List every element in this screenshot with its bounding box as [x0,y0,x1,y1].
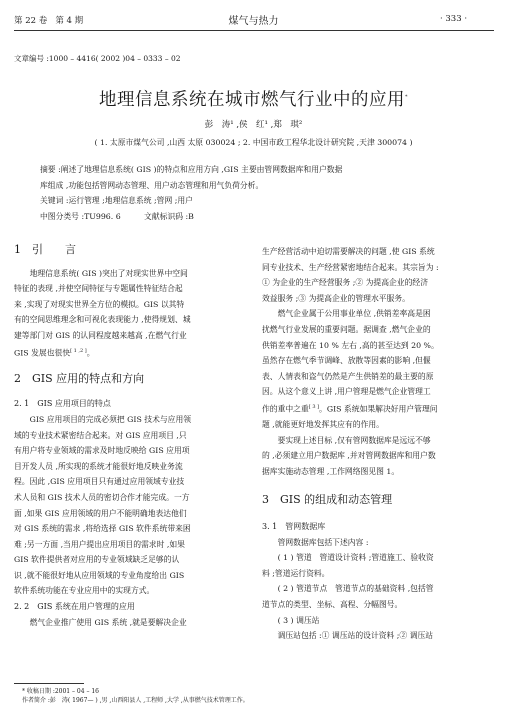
keywords: 关键词 :运行管理 ;地理信息系统 ;管网 ;用户 [40,196,193,205]
page-number: · 333 · [440,14,468,24]
citation: [ 3 ] [308,403,320,410]
abstract-block [40,162,470,224]
subsection-heading: 3. 1 管网数据库 [262,522,326,532]
affiliation: ( 1. 太原市煤气公司 ,山西 太原 030024 ; 2. 中国市政工程华北设计研究院 ,天津 300074 ) [94,138,413,147]
authors: 彭 涛¹ ,侯 红¹ ,郑 琪² [204,120,303,130]
footnote-received: * 收稿日期 :2001 – 04 – 16 [22,688,100,695]
footnote-author-bio: 作者简介 :彭 涛( 1967— ) ,男 ,山西阳县人 ,工程师 ,大学 ,从事燃气技术管理工作。 [22,697,249,704]
subsection-heading: 2. 2 GIS 系统在用户管理的应用 [14,602,135,612]
classification: 中图分类号 :TU996. 6 文献标识码 :B [40,211,194,221]
citation: [ 1 ,2 ] [70,347,87,354]
journal-name: 煤气与热力 [228,16,279,27]
header-rule [14,30,494,31]
article-number: 文章编号 :1000 – 4416( 2002 )04 – 0333 – 02 [14,54,181,63]
paper-title: 地理信息系统在城市燃气行业中的应用* [99,90,408,110]
subsection-heading: 2. 1 GIS 应用项目的特点 [14,399,111,409]
running-header-volume: 第 22 卷 第 4 期 [14,16,84,26]
abstract-line: 库组成 ,功能包括管网动态管理、用户动态管理和用气负荷分析。 [40,180,264,190]
section-heading: 1 引 言 [14,243,76,256]
footnote-rule [14,683,84,684]
right-column: 生产经营活动中迫切需要解决的问题 ,使 GIS 系统 同专业技术、生产经营紧密地结合起来。其宗旨为 : ① 为企业的生产经营服务 ;② 为提高企业的经济 效益服务 ;③ 为提高企业的管理水平服务。 燃气企业属于公用事业单位 ,供销差率高是困 扰燃气行业发展的重要问题。据调查 ,燃气企业的 供销差率普遍在 10 % 左右 ,高的甚至达到 20 %。 虽然存在燃气季节调峰、放散等因素的影响 ,但偃 表、人情表和盗气仍然是产生供销差的最主要的原 因。从这个意义上讲 ,用户管理是燃气企业管理工 作的重中之重[ 3 ]。GIS 系统如果解决好用户管理问 题 ,就能更好地发挥其应有的作用。 要实现上述目标 ,仅有管网数据库是远远不够 的 ,必须建立用户数据库 ,并对管网数据库和用户数 据库实施动态管理 ,工作网络图见图 1。 3 GIS 的组成和动态管理 3. 1 管网数据库 管网数据库包括下述内容 : ( 1 ) 管道 管道设计资料 ;管道施工、验收资 料 ;管道运行资料。 ( 2 ) 管道节点 管道节点的基础资料 ,包括管 道节点的类型、坐标、高程、分幅图号。 ( 3 ) 调压站 调压站包括 :① 调压站的设计资料 ;② 调压站 [262,244,494,644]
section-heading: 3 GIS 的组成和动态管理 [262,492,393,506]
title-footnote-mark: * [405,94,408,101]
left-column: 1 引 言 地理信息系统( GIS )突出了对现实世界中空间 特征的表现 ,并使空间特征与专题属性特征结合起 来 ,实现了对现实世界全方位的模拟。GIS 以其特 有的空间思维理念和可视化表现能力 ,使得规划、城 建等部门对 GIS 的认同程度越来越高 ,在燃气行业 GIS 发展也很快[ 1 ,2 ]。 2 GIS 应用的特点和方向 2. 1 GIS 应用项目的特点 GIS 应用项目的完成必须把 GIS 技术与应用领 域的专业技术紧密结合起来。对 GIS 应用项目 ,只 有用户将专业领域的需求及时地反映给 GIS 应用项 目开发人员 ,所实现的系统才能很好地反映业务流 程。因此 ,GIS 应用项目只有通过应用领域专业技 术人员和 GIS 技术人员的密切合作才能完成。一方 面 ,如果 GIS 应用领域的用户不能明确地表达他们 对 GIS 系统的需求 ,将给选择 GIS 软件系统带来困 难 ;另一方面 ,当用户提出应用项目的需求时 ,如果 GIS 软件提供者对应用的专业领域缺乏足够的认 识 ,就不能很好地从应用领域的专业角度给出 GIS 软件系统功能在专业应用中的实现方式。 2. 2 GIS 系统在用户管理的应用 燃气企业推广使用 GIS 系统 ,就是要解决企业 [14,242,240,630]
abstract-line: 摘要 :阐述了地理信息系统( GIS )的特点和应用方向 ,GIS 主要由管网数据库和用户数据 [40,165,343,174]
section-heading: 2 GIS 应用的特点和方向 [14,371,145,385]
